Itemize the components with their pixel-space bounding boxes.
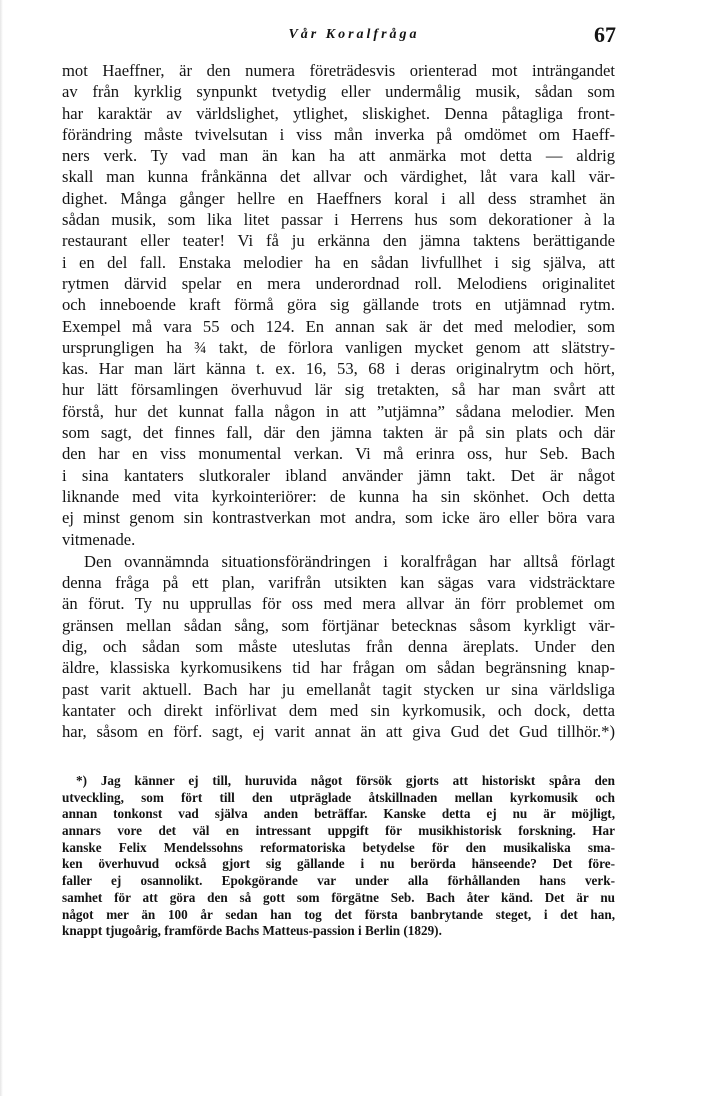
text-line: gränsen mellan sådan sång, som förtjänar betecknas såsom kyrkligt vär- [62, 615, 615, 635]
footnote-line: annars vore det väl en intressant uppgift för musikhistorisk forskning. Har [62, 823, 615, 839]
text-line: restaurant eller teater! Vi få ju erkänna den jämna taktens berättigande [62, 231, 615, 251]
text-line: mot Haeffner, är den numera företrädesvis orienterad mot inträngandet [62, 61, 615, 80]
footnote [62, 773, 615, 940]
text-line: än förut. Ty nu upprullas för oss med mera allvar än förr problemet om [62, 594, 615, 614]
text-line: liknande med vita kyrkointeriörer: de kunna ha sin skönhet. Och detta [62, 486, 615, 506]
paragraph-1 [62, 60, 615, 550]
page-number: 67 [594, 22, 616, 47]
text-line: rytmen därvid spelar en mera underordnad roll. Melodiens originalitet [62, 273, 615, 293]
footnote-line: *) Jag känner ej till, huruvida något försök gjorts att historiskt spåra den [76, 773, 615, 788]
text-line: och inneboende kraft förmå göra sig gällande trots en utjämnad rytm. [62, 295, 615, 315]
footnote-line: annan tonkonst vad själva anden beträffar. Kanske detta ej nu är möjligt, [62, 806, 615, 822]
text-line: dig, och sådan som måste uteslutas från denna äreplats. Under den [62, 637, 615, 657]
text-line: som sagt, det finnes fall, där den jämna takten är på sin plats och där [62, 423, 615, 443]
text-line: skall man kunna frånkänna det allvar och värdighet, låt vara kall vär- [62, 167, 615, 187]
text-line: ej minst genom sin kontrastverkan mot andra, som icke äro eller böra vara [62, 508, 615, 528]
text-line: i sina kantaters slutkoraler ibland använder jämn takt. Det är något [62, 465, 615, 485]
text-line: dighet. Många gånger hellre en Haeffners koral i all dess stramhet än [62, 188, 615, 208]
text-line: Den ovannämnda situationsförändringen i koralfrågan har alltså förlagt [84, 551, 615, 571]
text-line: denna fråga på ett plan, varifrån utsikten kan sägas vara vidsträcktare [62, 573, 615, 593]
footnote-line: ken överhuvud också gjort sig gällande i nu berörda hänseende? Det före- [62, 856, 615, 872]
text-line: förstå, hur det kunnat falla någon in att ”utjämna” sådana melodier. Men [62, 401, 615, 421]
text-line: förändring måste tvivelsutan i viss mån inverka på omdömet om Haeff- [62, 124, 615, 144]
running-title: Vår Koralfråga [288, 27, 420, 42]
text-line: kantater och direkt införlivat dem med sin kyrkomusik, och dock, detta [62, 700, 615, 720]
footnote-line: knappt tjugoårig, framförde Bachs Matteus-passion i Berlin (1829). [62, 923, 442, 939]
text-line: äldre, klassiska kyrkomusikens tid har frågan om sådan begränsning knap- [62, 658, 615, 678]
text-line: past varit aktuell. Bach har ju emellanåt tagit stycken ur sina världsliga [62, 679, 615, 699]
footnote-line: faller ej osannolikt. Epokgörande var under alla förhållanden hans verk- [62, 873, 615, 889]
text-line: av från kyrklig synpunkt tvetydig eller undermålig musik, sådan som [62, 82, 615, 102]
text-line: har karaktär av världslighet, ytlighet, sliskighet. Denna påtagliga front- [62, 103, 615, 123]
footnote-line: kanske Felix Mendelssohns reformatoriska betydelse för den musikaliska sma- [62, 839, 615, 855]
text-line: den har en viss monumental verkan. Vi må erinra oss, hur Seb. Bach [62, 444, 615, 464]
paragraph-2 [62, 551, 615, 743]
text-line: Exempel må vara 55 och 124. En annan sak är det med melodier, som [62, 316, 615, 336]
page-edge-shadow [0, 0, 3, 1096]
text-line: vitmenade. [62, 529, 136, 549]
body-text [62, 60, 615, 743]
text-line: ners verk. Ty vad man än kan ha att anmärka mot detta — aldrig [62, 146, 615, 166]
text-line: sådan musik, som lika litet passar i Herrens hus som dekorationer à la [62, 210, 615, 230]
text-line: kas. Har man lärt känna t. ex. 16, 53, 68 i deras originalrytm och hört, [62, 359, 615, 379]
text-line: hur lätt församlingen överhuvud lär sig tretakten, så har man svårt att [62, 380, 615, 400]
footnote-line: utveckling, som fört till den utpräglade åtskillnaden mellan kyrkomusik och [62, 789, 615, 805]
footnote-line: något mer än 100 år sedan han tog det första banbrytande steget, i det han, [62, 906, 615, 922]
footnote-line: samhet för att göra den så gott som förgätne Seb. Bach åter känd. Det är nu [62, 889, 615, 905]
text-line: har, såsom en förf. sagt, ej varit annat än att giva Gud det Gud tillhör.*) [62, 722, 615, 742]
text-line: i en del fall. Enstaka melodier ha en sådan livfullhet i sig själva, att [62, 252, 615, 272]
text-line: ursprungligen ha ¾ takt, de förlora vanligen mycket genom att slätstry- [62, 337, 615, 357]
